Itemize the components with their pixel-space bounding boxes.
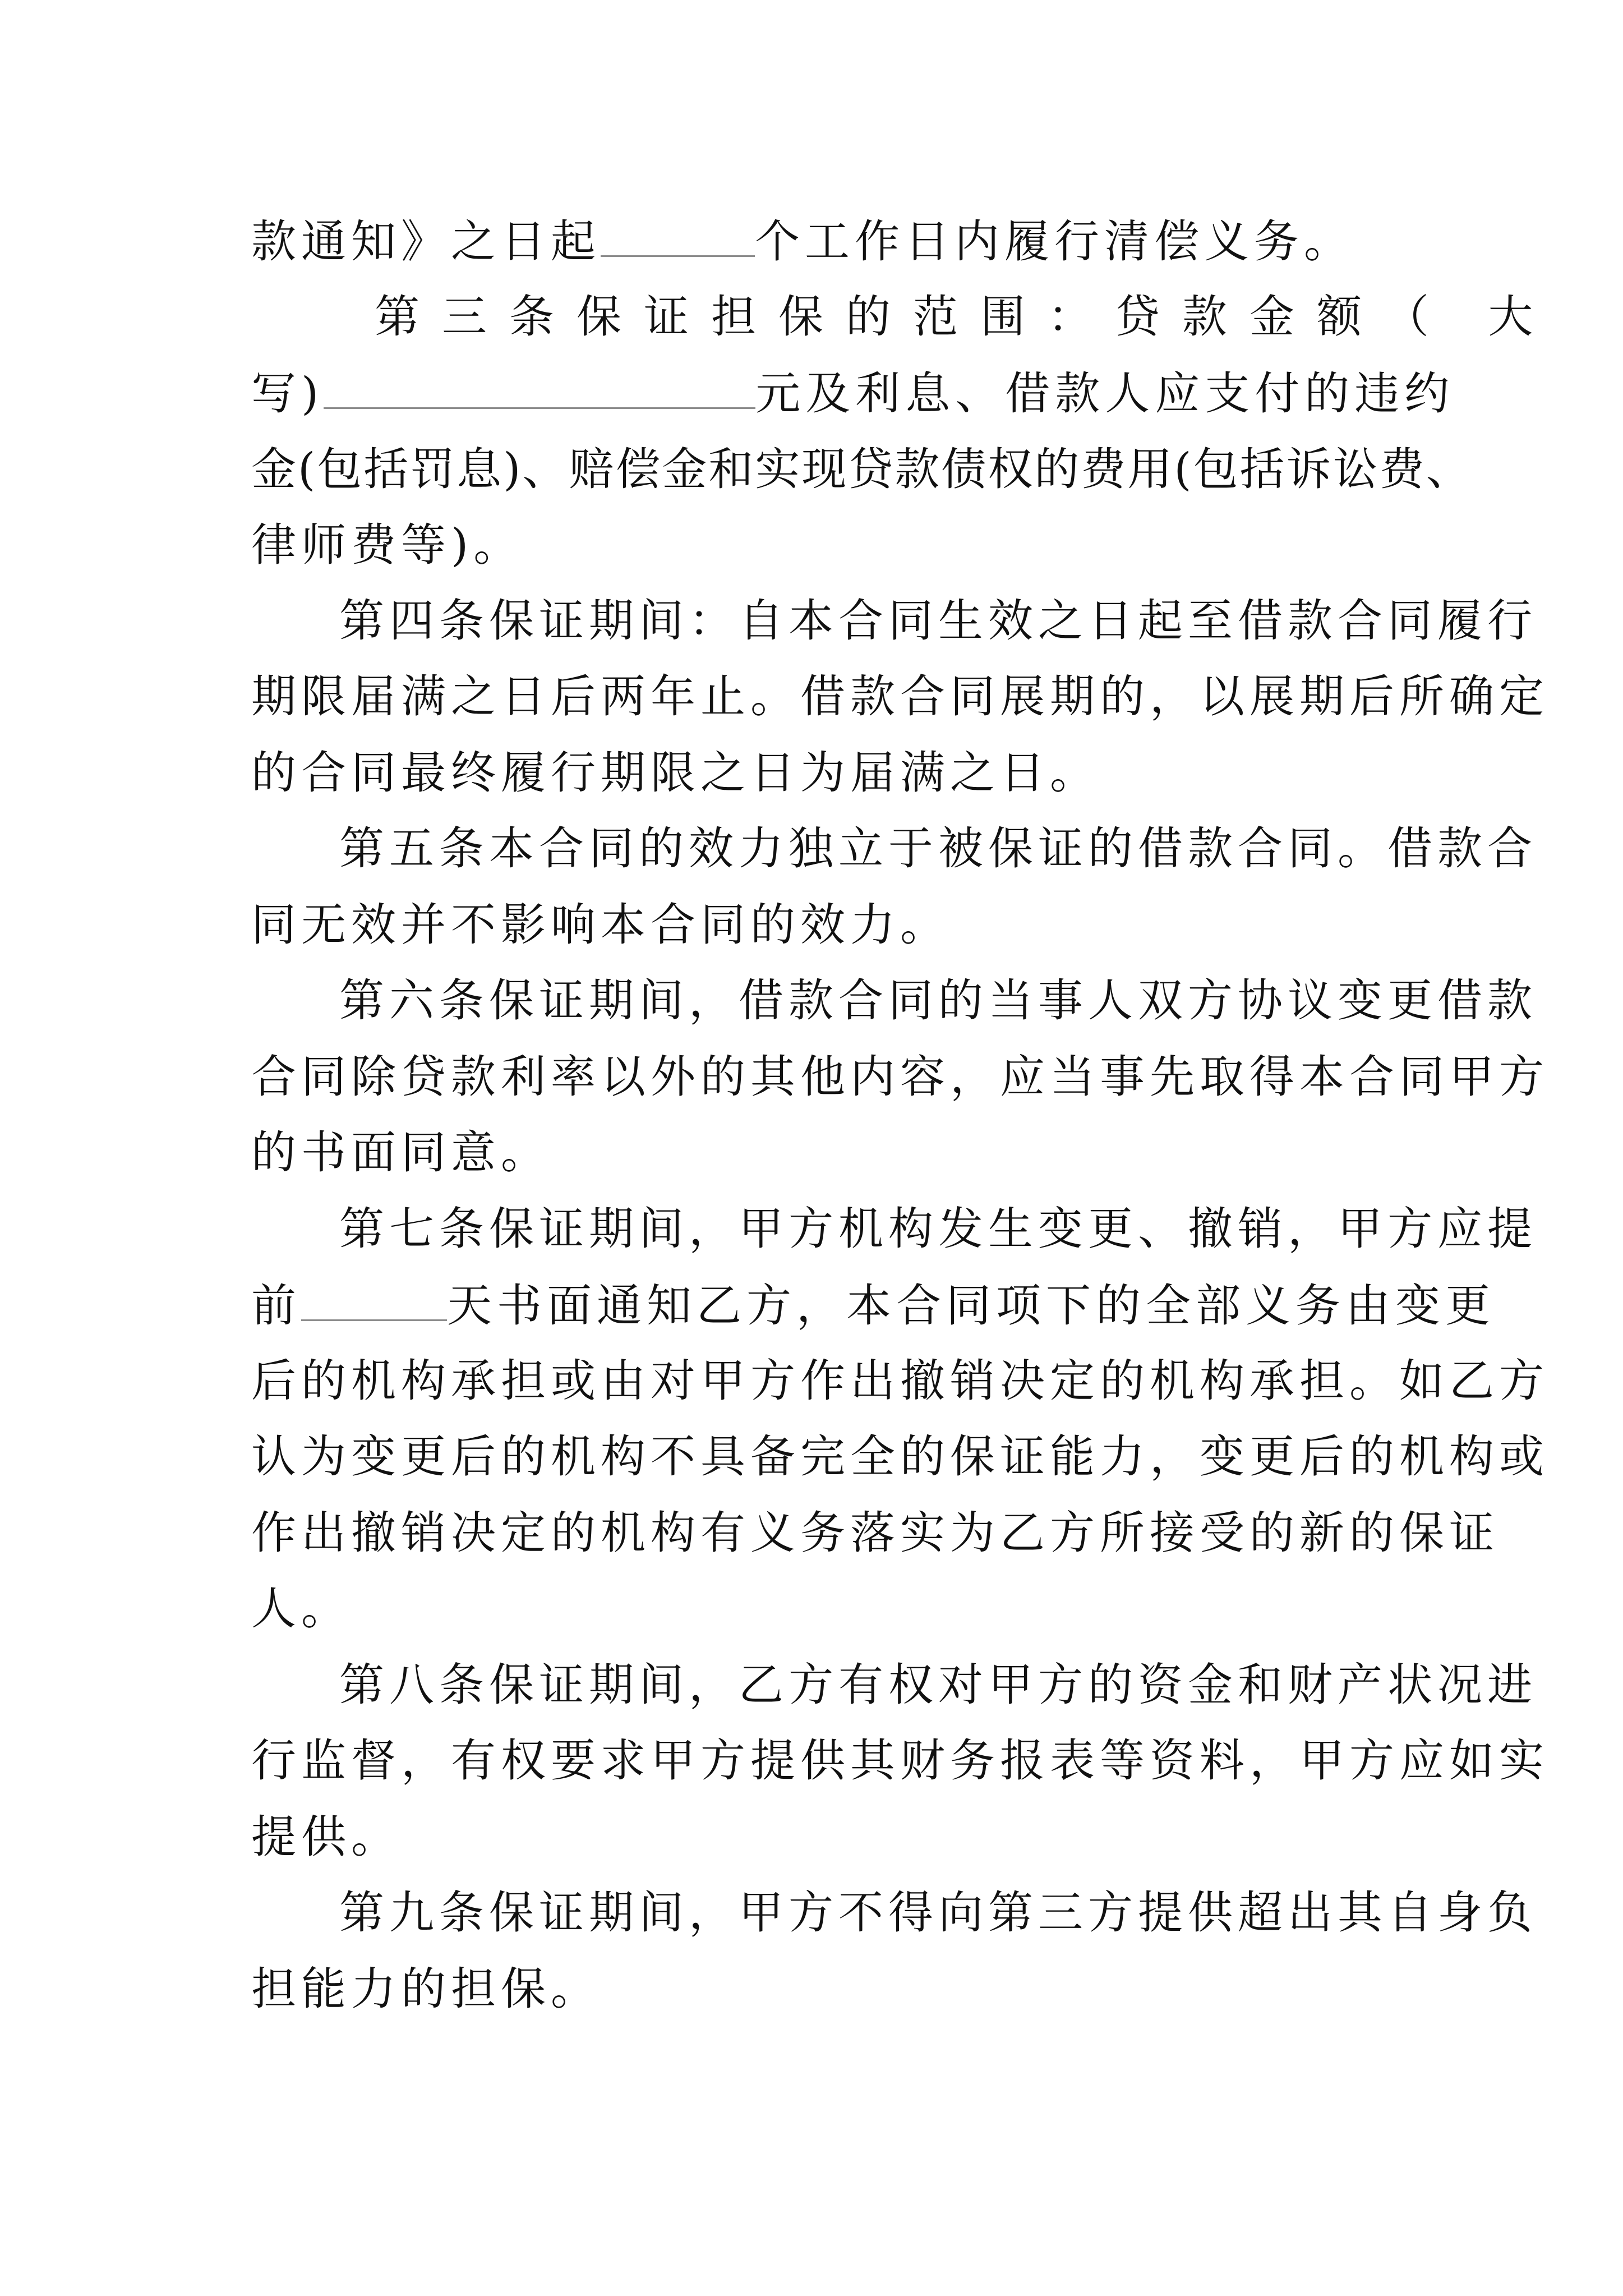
text-line: 金(包括罚息)、赔偿金和实现贷款债权的费用(包括诉讼费、 [251, 443, 1473, 495]
fill-in-blank [301, 1278, 447, 1321]
fill-in-blank [324, 366, 755, 409]
text-line: 第八条保证期间，乙方有权对甲方的资金和财产状况进 [339, 1659, 1537, 1711]
text-line: 期限届满之日后两年止。借款合同展期的，以展期后所确定 [251, 670, 1549, 723]
text-line: 提供。 [251, 1811, 401, 1863]
text-line: 人。 [251, 1582, 351, 1635]
text-line: 第五条本合同的效力独立于被保证的借款合同。借款合 [339, 822, 1537, 875]
text-line: 行监督，有权要求甲方提供其财务报表等资料，甲方应如实 [251, 1734, 1549, 1787]
text-line: 律师费等)。 [251, 519, 524, 571]
text-line: 前 天书面通知乙方，本合同项下的全部义务由变更 [251, 1278, 1401, 1333]
text-line: 的书面同意。 [251, 1126, 551, 1179]
text-line: 第九条保证期间，甲方不得向第三方提供超出其自身负 [339, 1887, 1537, 1939]
text-line: 担能力的担保。 [251, 1963, 601, 2015]
text-line: 第四条保证期间：自本合同生效之日起至借款合同履行 [339, 595, 1537, 647]
text-line: 款通知》之日起 个工作日内履行清偿义务。 [251, 214, 1401, 269]
text-line: 后的机构承担或由对甲方作出撤销决定的机构承担。如乙方 [251, 1355, 1549, 1407]
text-line: 第七条保证期间，甲方机构发生变更、撤销，甲方应提 [339, 1203, 1537, 1255]
text-line: 的合同最终履行期限之日为届满之日。 [251, 747, 1100, 799]
fill-in-blank [601, 214, 755, 257]
text-line: 认为变更后的机构不具备完全的保证能力，变更后的机构或 [251, 1430, 1549, 1483]
text-line: 合同除贷款利率以外的其他内容，应当事先取得本合同甲方 [251, 1051, 1549, 1103]
text-line: 作出撤销决定的机构有义务落实为乙方所接受的新的保证 [251, 1507, 1499, 1559]
text-line: 写) 元及利息、借款人应支付的违约 [251, 366, 1401, 421]
text-line: 第六条保证期间，借款合同的当事人双方协议变更借款 [339, 974, 1537, 1027]
text-line: 同无效并不影响本合同的效力。 [251, 899, 950, 951]
text-line: 第三条保证担保的范围：贷款金额（ 大 [375, 291, 1556, 343]
